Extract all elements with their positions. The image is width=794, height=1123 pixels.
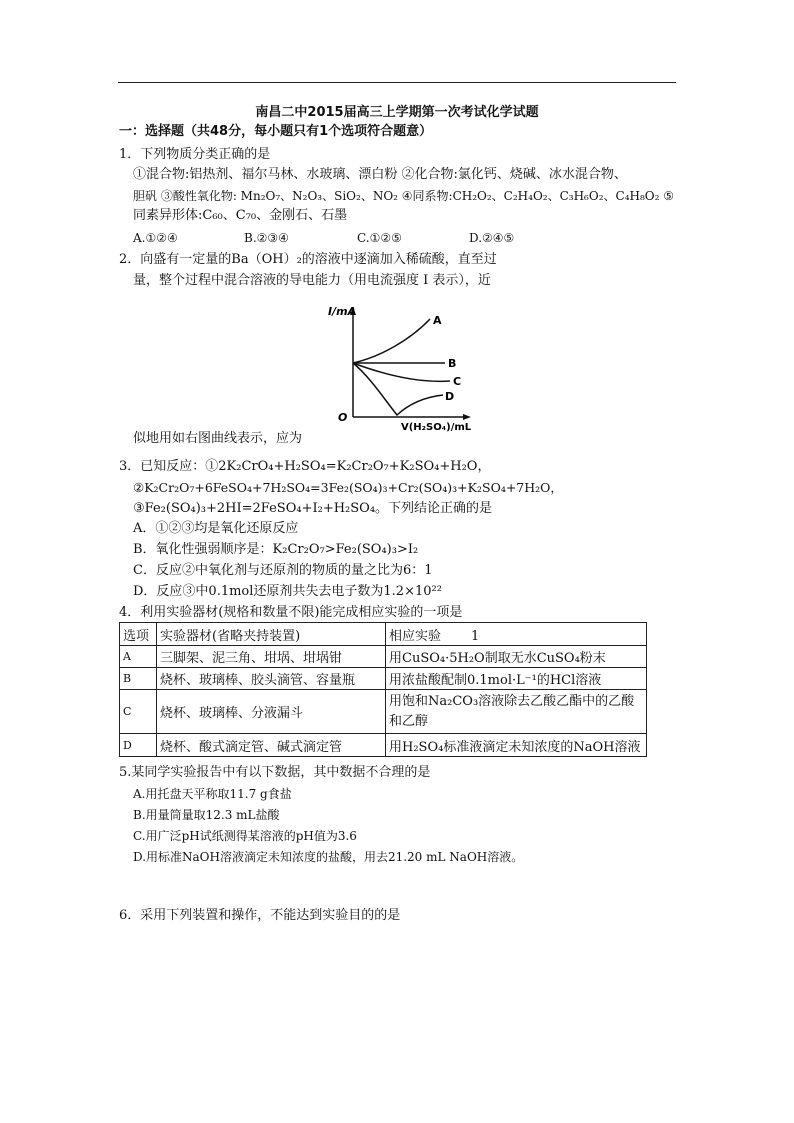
q1-option-c: C.①②⑤	[357, 231, 402, 245]
q1-line2: 胆矾 ③酸性氧化物: Mn₂O₇、N₂O₃、SiO₂、NO₂ ④同系物:CH₂O₂、C₂H₄O₂、C₃H₆O₂、C₄H₈O₂ ⑤	[133, 189, 675, 203]
top-rule	[118, 82, 676, 83]
q5-stem: 5.某同学实验报告中有以下数据，其中数据不合理的是	[119, 765, 431, 780]
row-d-experiment: 用H₂SO₄标准液滴定未知浓度的NaOH溶液	[386, 734, 647, 757]
q1-option-a: A.①②④	[133, 231, 178, 245]
row-a-equipment: 三脚架、泥三角、坩埚、坩埚钳	[157, 646, 386, 668]
q6-stem: 6．采用下列装置和操作，不能达到实验目的的是	[119, 908, 401, 923]
q5-option-b: B.用量筒量取12.3 mL盐酸	[133, 808, 280, 822]
q3-option-b: B．氧化性强弱顺序是：K₂Cr₂O₇>Fe₂(SO₄)₃>I₂	[133, 542, 419, 557]
q2-line1: 2．向盛有一定量的Ba（OH）₂的溶液中逐滴加入稀硫酸，直至过	[119, 252, 497, 267]
q2-line2: 量，整个过程中混合溶液的导电能力（用电流强度 I 表示），近	[133, 273, 491, 288]
q2-line3: 似地用如右图曲线表示，应为	[133, 431, 303, 446]
row-d-equipment: 烧杯、酸式滴定管、碱式滴定管	[157, 734, 386, 757]
row-c-experiment: 用饱和Na₂CO₃溶液除去乙酸乙酯中的乙酸 和乙醇	[386, 690, 647, 734]
q1-option-d: D.②④⑤	[469, 231, 515, 245]
row-c-option: C	[120, 690, 157, 734]
q3-option-d: D．反应③中0.1mol还原剂共失去电子数为1.2×10²²	[133, 584, 442, 599]
table-row	[120, 690, 647, 734]
origin-label: O	[338, 411, 348, 424]
row-b-option: B	[120, 668, 157, 690]
table-row	[120, 646, 647, 668]
q5-option-a: A.用托盘天平称取11.7 g食盐	[133, 787, 292, 801]
page-title: 南昌二中2015届高三上学期第一次考试化学试题	[255, 105, 539, 120]
section-heading: 一：选择题（共48分，每小题只有1个选项符合题意）	[119, 124, 433, 139]
q3-option-c: C．反应②中氧化剂与还原剂的物质的量之比为6：1	[133, 563, 433, 578]
curve-b-label: B	[448, 357, 457, 370]
curve-a-label: A	[433, 314, 442, 327]
row-a-option: A	[120, 646, 157, 668]
conductivity-graph	[328, 305, 480, 435]
q3-line2: ②K₂Cr₂O₇+6FeSO₄+7H₂SO₄=3Fe₂(SO₄)₃+Cr₂(SO₄)₃+K₂SO₄+7H₂O，	[133, 480, 563, 495]
q3-line3: ③Fe₂(SO₄)₃+2HI=2FeSO₄+I₂+H₂SO₄。下列结论正确的是	[133, 501, 493, 516]
table-row	[120, 734, 647, 757]
row-a-experiment: 用CuSO₄·5H₂O制取无水CuSO₄粉末	[386, 646, 647, 668]
q3-line1: 3．已知反应：①2K₂CrO₄+H₂SO₄=K₂Cr₂O₇+K₂SO₄+H₂O，	[119, 459, 491, 474]
curve-c-label: C	[453, 375, 462, 388]
row-b-equipment: 烧杯、玻璃棒、胶头滴管、容量瓶	[157, 668, 386, 690]
q4-stem: 4．利用实验器材(规格和数量不限)能完成相应实验的一项是	[119, 605, 463, 620]
row-b-experiment: 用浓盐酸配制0.1mol·L⁻¹的HCl溶液	[386, 668, 647, 690]
header-equipment: 实验器材(省略夹持装置)	[157, 623, 386, 646]
q4-table	[119, 622, 647, 757]
q1-line1: ①混合物:铝热剂、福尔马林、水玻璃、漂白粉 ②化合物:氯化钙、烧碱、冰水混合物、	[133, 167, 627, 182]
q1-option-b: B.②③④	[244, 231, 289, 245]
curve-d-label: D	[445, 390, 455, 403]
row-d-option: D	[120, 734, 157, 757]
curve-a	[353, 319, 430, 363]
q5-option-d: D.用标准NaOH溶液滴定未知浓度的盐酸，用去21.20 mL NaOH溶液。	[133, 850, 524, 864]
y-axis-label: I/mA	[328, 305, 357, 318]
header-experiment: 相应实验 1	[386, 623, 647, 646]
q1-line3: 同素异形体:C₆₀、C₇₀、金刚石、石墨	[133, 208, 348, 223]
x-axis-label: V(H₂SO₄)/mL	[401, 422, 472, 433]
table-header-row	[120, 623, 647, 646]
q5-option-c: C.用广泛pH试纸测得某溶液的pH值为3.6	[133, 829, 357, 843]
header-option: 选项	[120, 623, 157, 646]
table-row	[120, 668, 647, 690]
q1-stem: 1．下列物质分类正确的是	[119, 147, 271, 162]
q3-option-a: A．①②③均是氧化还原反应	[133, 521, 299, 536]
curve-d	[353, 363, 443, 415]
row-c-equipment: 烧杯、玻璃棒、分液漏斗	[157, 690, 386, 734]
x-axis-arrow	[463, 414, 471, 420]
